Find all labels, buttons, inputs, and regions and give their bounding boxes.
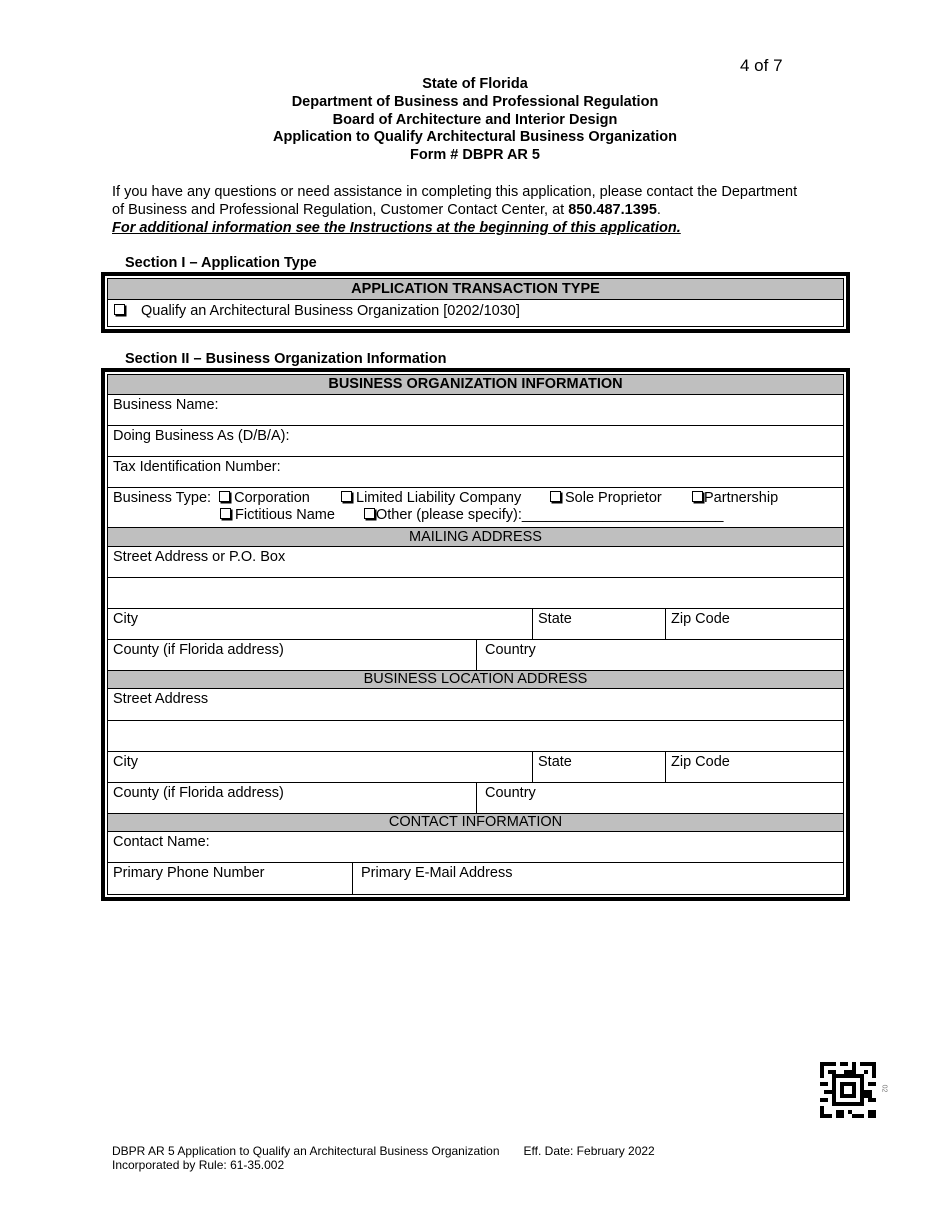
section1-title: Section I – Application Type (125, 255, 317, 271)
location-city-field[interactable]: City (113, 754, 138, 770)
mailing-street-label: Street Address or P.O. Box (113, 549, 286, 565)
contact-info-header: CONTACT INFORMATION (108, 814, 843, 832)
partnership-label: Partnership (704, 490, 779, 506)
business-type-row (108, 488, 843, 528)
location-street-field[interactable] (108, 689, 843, 721)
mailing-city-row (108, 609, 843, 640)
location-city-row (108, 752, 843, 783)
intro-text: If you have any questions or need assistance in completing this application, please contact the Department of Business and Professional Regulation, Customer Contact Center, at (112, 184, 798, 218)
business-type-label: Business Type: (113, 490, 212, 506)
partnership-checkbox[interactable] (692, 491, 703, 502)
contact-name-field[interactable] (108, 832, 843, 863)
application-type-table (101, 272, 850, 333)
qr-code (820, 1062, 876, 1118)
mailing-country-field[interactable]: Country (476, 640, 843, 670)
sole-proprietor-checkbox[interactable] (550, 491, 561, 502)
location-street-line2[interactable] (108, 721, 843, 752)
page-number: 4 of 7 (740, 56, 783, 75)
corporation-label: Corporation (234, 490, 310, 506)
intro-period: . (656, 202, 661, 218)
corporation-checkbox[interactable] (219, 491, 230, 502)
mailing-county-field[interactable]: County (if Florida address) (113, 642, 284, 658)
business-name-label: Business Name: (113, 397, 219, 413)
checkbox-icon[interactable] (114, 304, 125, 315)
sole-proprietor-label: Sole Proprietor (565, 490, 662, 506)
location-county-field[interactable]: County (if Florida address) (113, 785, 284, 801)
mailing-city-field[interactable]: City (113, 611, 138, 627)
fictitious-name-label: Fictitious Name (235, 507, 335, 523)
footer-rule: Incorporated by Rule: 61-35.002 (112, 1157, 285, 1172)
mailing-zip-field[interactable]: Zip Code (665, 609, 843, 639)
mailing-state-field[interactable]: State (532, 609, 665, 639)
contact-name-label: Contact Name: (113, 834, 210, 850)
mailing-street-field[interactable] (108, 547, 843, 578)
location-country-field[interactable]: Country (476, 783, 843, 813)
dba-field[interactable] (108, 426, 843, 457)
fictitious-name-checkbox[interactable] (220, 508, 231, 519)
tax-id-label: Tax Identification Number: (113, 459, 281, 475)
application-option[interactable] (108, 300, 843, 325)
email-field[interactable]: Primary E-Mail Address (352, 863, 843, 894)
contact-phone-row (108, 863, 843, 894)
contact-phone: 850.487.1395 (568, 202, 657, 218)
mailing-street-line2[interactable] (108, 578, 843, 609)
phone-field[interactable]: Primary Phone Number (113, 865, 265, 881)
business-info-header: BUSINESS ORGANIZATION INFORMATION (108, 375, 843, 395)
location-address-header: BUSINESS LOCATION ADDRESS (108, 671, 843, 689)
header-board: Board of Architecture and Interior Design (332, 111, 618, 128)
intro-paragraph (112, 183, 812, 237)
footer-eff-date: Eff. Date: February 2022 (523, 1144, 655, 1158)
location-state-field[interactable]: State (532, 752, 665, 782)
dba-label: Doing Business As (D/B/A): (113, 428, 290, 444)
form-header (0, 76, 950, 165)
instructions-note: For additional information see the Instructions at the beginning of this application. (112, 220, 681, 236)
location-zip-field[interactable]: Zip Code (665, 752, 843, 782)
business-name-field[interactable] (108, 395, 843, 426)
header-department: Department of Business and Professional Regulation (291, 93, 659, 110)
other-checkbox[interactable] (364, 508, 375, 519)
location-county-row (108, 783, 843, 814)
location-street-label: Street Address (113, 691, 209, 707)
application-type-header: APPLICATION TRANSACTION TYPE (108, 279, 843, 300)
business-info-table (101, 368, 850, 901)
application-option-label: Qualify an Architectural Business Organization [0202/1030] (141, 303, 520, 319)
footer-form-title: DBPR AR 5 Application to Qualify an Architectural Business Organization (112, 1144, 500, 1158)
mailing-county-row (108, 640, 843, 671)
mailing-address-header: MAILING ADDRESS (108, 528, 843, 547)
llc-checkbox[interactable] (341, 491, 352, 502)
section2-title: Section II – Business Organization Information (125, 351, 447, 367)
llc-label: Limited Liability Company (356, 490, 522, 506)
qr-label: 02 (880, 1084, 888, 1093)
footer (112, 1145, 655, 1172)
header-form-number: Form # DBPR AR 5 (410, 147, 540, 164)
other-label: Other (please specify):_________________________ (376, 507, 724, 523)
header-state: State of Florida (422, 76, 528, 92)
tax-id-field[interactable] (108, 457, 843, 488)
header-form-title: Application to Qualify Architectural Business Organization (273, 129, 677, 146)
